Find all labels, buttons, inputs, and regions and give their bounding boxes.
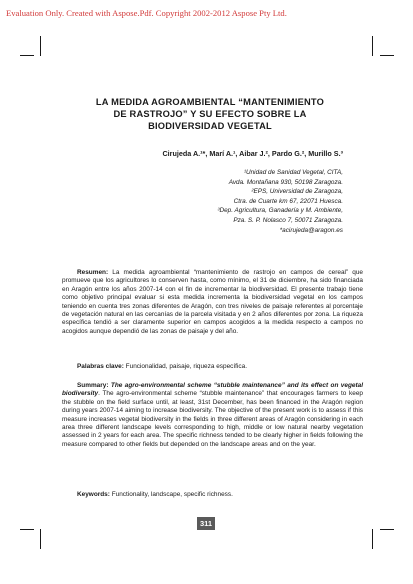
affiliation-line: Avda. Montañana 930, 50198 Zaragoza. [228,178,343,186]
author-list: Cirujeda A.¹*, Marí A.¹, Aibar J.², Pardo G.², Murillo S.³ [162,149,343,158]
crop-mark-bottom-right-vertical [372,529,373,549]
keywords-es [62,363,363,371]
crop-mark-top-left-horizontal [20,55,34,56]
affiliations [217,168,343,235]
affiliation-line: ³Dep. Agricultura, Ganadería y M. Ambiente, [217,207,343,215]
affiliation-line: ¹Unidad de Sanidad Vegetal, CITA, [243,169,343,176]
title-line-1: LA MEDIDA AGROAMBIENTAL “MANTENIMIENTO [95,97,325,107]
crop-mark-top-right-horizontal [380,55,394,56]
crop-mark-top-right-vertical [372,36,373,56]
keywords-en-label: Keywords: [77,491,110,498]
abstract-label: Resumen: [77,269,109,276]
crop-mark-bottom-left-horizontal [20,529,34,530]
crop-mark-top-left-vertical [40,36,41,56]
affiliation-line: Pza. S. P. Nolasco 7, 50071 Zaragoza. [233,216,343,224]
title-line-2: DE RASTROJO” Y SU EFECTO SOBRE LA [113,109,307,119]
summary-en [62,382,363,449]
affiliation-line: ²EPS, Universidad de Zaragoza, [251,188,343,196]
keywords-en-text: Functionality, landscape, specific richness. [109,491,233,498]
keywords-en [62,491,363,499]
summary-text: . The agro-environmental scheme “stubble maintenance” that encourages farmers to keep the stubble on the field surface until, at least, 31st December, has been financed in the Aragón region during years 2007-14 aiming to increase biodiversity. The objective of the present work is to assess if this measure increases vegetal biodiversity in the fields in three different areas of Aragón considering in each area three different landscape levels corresponding to high, middle or low natural nearby vegetation assessed in 2 years for each area. The specific richness tended to be clearly higher in fields following the measure compared to other fields but depended on the landscape areas and on the year. [62,390,363,448]
abstract-text: La medida agroambiental “mantenimiento de rastrojo en campos de cereal” que promueve que los agricultores lo conserven hasta, como mínimo, el 31 de diciembre, ha sido financiada en Aragón entre los años 2007-14 con el fin de incrementar la biodiversidad. El presente trabajo tiene como objetivo principal evaluar si esta medida incrementa la biodiversidad vegetal en los campos teniendo en cuenta tres zonas diferentes de Aragón, con tres niveles de paisaje referentes al porcentaje de vegetación natural en las cercanías de la parcela visitada y en 2 años diferentes por zona. La riqueza específica tendió a ser claramente superior en campos acogidos a la medida respecto a campos no acogidos aunque dependió de las zonas de paisaje y del año. [62,269,363,335]
paper-title [60,96,360,132]
keywords-es-label: Palabras clave: [77,363,124,370]
watermark-text: Evaluation Only. Created with Aspose.Pdf. Copyright 2002-2012 Aspose Pty Ltd. [6,8,287,18]
abstract-es [62,269,363,336]
summary-label: Summary: [77,382,109,389]
summary-title: The agro-environmental scheme “stubble maintenance” and its effect on vegetal biodiversity [62,382,363,398]
affiliation-line: Ctra. de Cuarte km 67, 22071 Huesca. [233,197,343,205]
crop-mark-bottom-right-horizontal [380,529,394,530]
crop-mark-bottom-left-vertical [40,529,41,549]
title-line-3: BIODIVERSIDAD VEGETAL [148,121,272,131]
page-number: 311 [197,517,215,530]
corresponding-email: *acirujeda@aragon.es [279,226,343,234]
keywords-es-text: Funcionalidad, paisaje, riqueza específica. [123,363,247,370]
